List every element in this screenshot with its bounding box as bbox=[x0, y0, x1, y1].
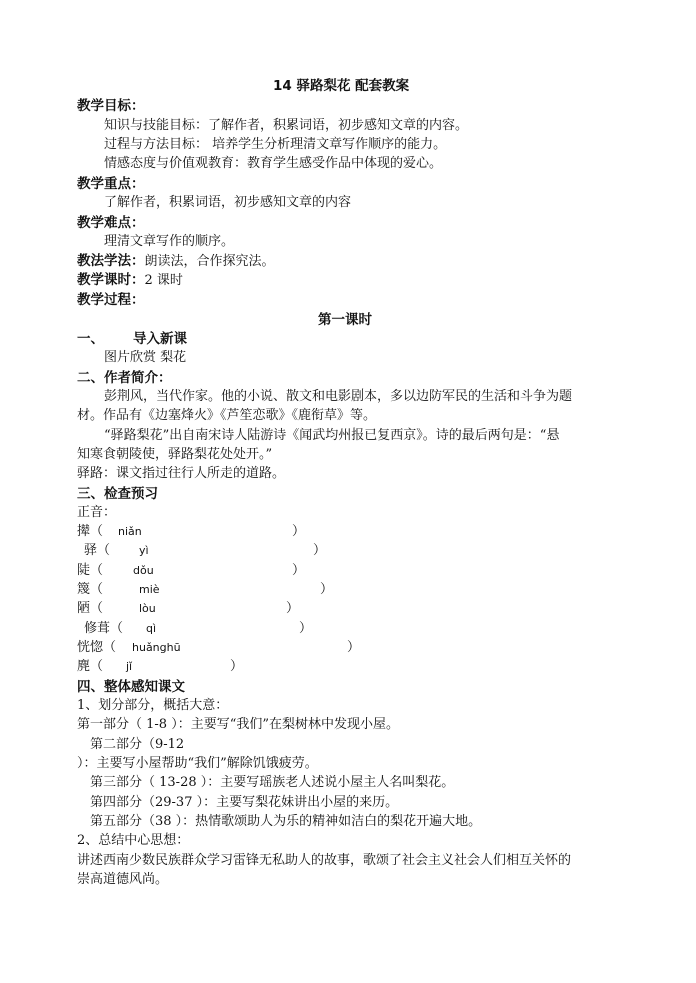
pinyin-item-close: ） bbox=[286, 601, 300, 616]
part-line-3: 第三部分（ 13-28 ）：主要写瑶族老人述说小屋主人名叫梨花。 bbox=[90, 775, 455, 790]
hours-text: 2 课时 bbox=[144, 273, 183, 288]
goal-item-knowledge: 知识与技能目标：了解作者，积累词语，初步感知文章的内容。 bbox=[104, 118, 469, 133]
section3-subtitle: 正音： bbox=[77, 505, 117, 520]
pinyin-item-close: ） bbox=[230, 659, 244, 674]
author-para-line2: 材。作品有《边塞烽火》《芦笙恋歌》《鹿衔草》等。 bbox=[77, 408, 377, 423]
part-line-5: 第五部分（38 ）：热情歌颂助人为乐的精神如洁白的梨花开遍大地。 bbox=[90, 814, 482, 829]
page-title: 14 驿路梨花 配套教案 bbox=[273, 78, 410, 94]
pinyin-item-pinyin: yì bbox=[139, 544, 149, 557]
pinyin-item-close: ） bbox=[299, 621, 313, 636]
section4-title: 四、整体感知课文 bbox=[77, 679, 185, 695]
methods-heading: 教法学法： bbox=[77, 253, 145, 269]
key-points-heading: 教学重点： bbox=[77, 176, 145, 192]
section1-title: 导入新课 bbox=[133, 331, 187, 347]
goal-item-emotion: 情感态度与价值观教育：教育学生感受作品中体现的爱心。 bbox=[104, 156, 443, 171]
pinyin-item-pinyin: lòu bbox=[139, 602, 156, 615]
methods-line bbox=[77, 252, 275, 271]
hours-line bbox=[77, 271, 183, 290]
process-heading: 教学过程： bbox=[77, 292, 145, 308]
pinyin-item-char: 恍惚（ bbox=[77, 640, 117, 655]
goals-heading: 教学目标： bbox=[77, 98, 145, 114]
section1-text: 图片欣赏 梨花 bbox=[104, 350, 187, 365]
pinyin-item-pinyin: niǎn bbox=[118, 525, 142, 538]
pinyin-item-close: ） bbox=[347, 640, 361, 655]
section4-sub1: 1、划分部分，概括大意： bbox=[77, 698, 229, 713]
key-points-text: 了解作者，积累词语，初步感知文章的内容 bbox=[104, 195, 352, 210]
pinyin-item-char: 陡（ bbox=[77, 563, 104, 578]
pinyin-item-close: ） bbox=[313, 543, 327, 558]
definition-line: 驿路：课文指过往行人所走的道路。 bbox=[77, 466, 286, 481]
hours-heading: 教学课时： bbox=[77, 272, 145, 288]
author-para-line1: 彭荆风，当代作家。他的小说、散文和电影剧本，多以边防军民的生活和斗争为题 bbox=[104, 389, 573, 404]
pinyin-item-pinyin: miè bbox=[139, 583, 160, 596]
pinyin-item-char: 驿（ bbox=[84, 543, 111, 558]
source-para-line1: “驿路梨花”出自南宋诗人陆游诗《闻武均州报已复西京》。诗的最后两句是：“悬 bbox=[104, 428, 560, 443]
difficulties-heading: 教学难点： bbox=[77, 215, 145, 231]
goal-item-process: 过程与方法目标： 培养学生分析理清文章写作顺序的能力。 bbox=[104, 137, 447, 152]
difficulties-text: 理清文章写作的顺序。 bbox=[104, 234, 235, 249]
pinyin-item-pinyin: jǐ bbox=[126, 660, 133, 673]
pinyin-item-char: 陋（ bbox=[77, 601, 104, 616]
part-line-2a: 第二部分（9-12 bbox=[90, 737, 185, 752]
pinyin-item-pinyin: huǎnghū bbox=[132, 641, 181, 654]
pinyin-item-char: 撵（ bbox=[77, 524, 104, 539]
pinyin-item-pinyin: dǒu bbox=[133, 564, 154, 577]
pinyin-item-char: 修葺（ bbox=[84, 621, 124, 636]
section4-sub2: 2、总结中心思想： bbox=[77, 833, 190, 848]
pinyin-item-close: ） bbox=[292, 563, 306, 578]
section3-title: 三、检查预习 bbox=[77, 486, 158, 502]
pinyin-item-char: 麂（ bbox=[77, 659, 104, 674]
part-line-2b: ）：主要写小屋帮助“我们”解除饥饿疲劳。 bbox=[77, 756, 318, 771]
lesson-title: 第一课时 bbox=[318, 312, 372, 328]
summary-line2: 崇高道德风尚。 bbox=[77, 872, 169, 887]
pinyin-item-close: ） bbox=[292, 524, 306, 539]
summary-line1: 讲述西南少数民族群众学习雷锋无私助人的故事，歌颂了社会主义社会人们相互关怀的 bbox=[77, 853, 572, 868]
part-line-1: 第一部分（ 1-8 ）：主要写“我们”在梨树林中发现小屋。 bbox=[77, 717, 399, 732]
pinyin-item-pinyin: qì bbox=[146, 622, 157, 635]
section2-title: 二、作者简介： bbox=[77, 370, 172, 386]
source-para-line2: 知寒食朝陵使，驿路梨花处处开。” bbox=[77, 447, 273, 462]
section1-number: 一、 bbox=[77, 331, 104, 347]
pinyin-item-close: ） bbox=[320, 582, 334, 597]
methods-text: 朗读法，合作探究法。 bbox=[144, 254, 275, 269]
pinyin-item-char: 篾（ bbox=[77, 582, 104, 597]
part-line-4: 第四部分（29-37 ）：主要写梨花妹讲出小屋的来历。 bbox=[90, 795, 399, 810]
